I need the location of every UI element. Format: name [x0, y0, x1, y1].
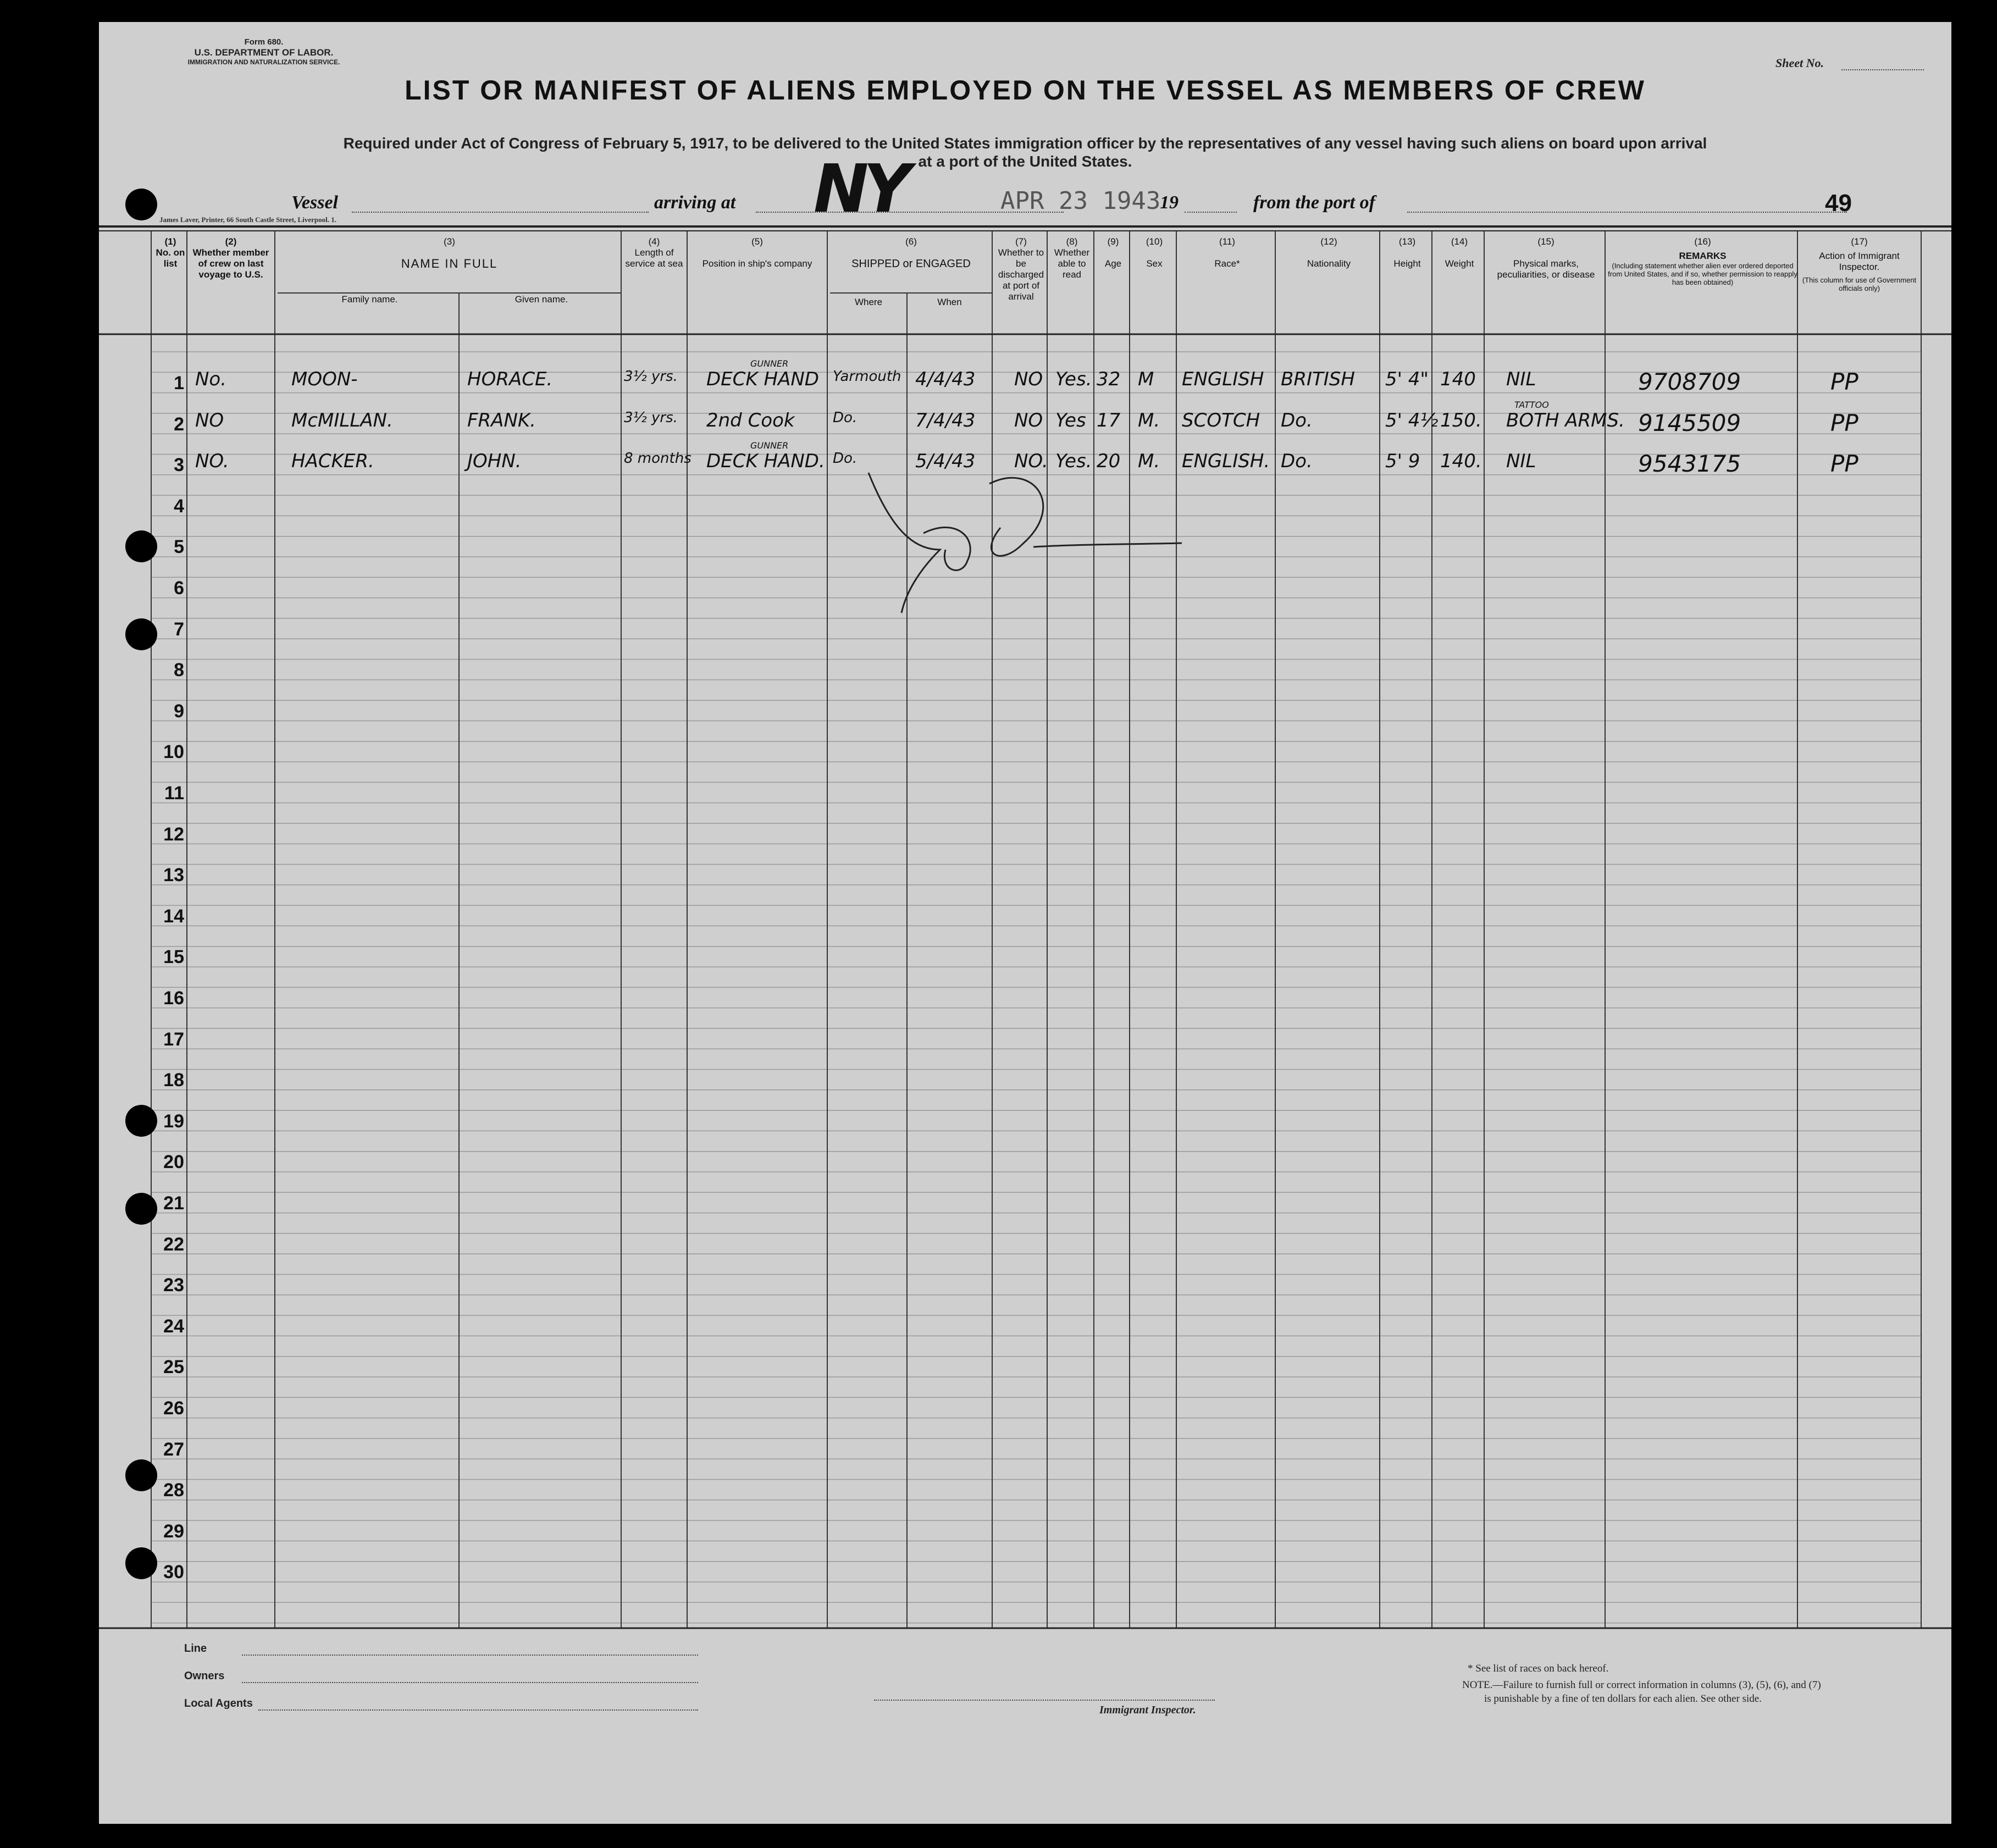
act-requirement-line2: at a port of the United States. — [918, 153, 1132, 170]
physical-marks-cell: NIL — [1506, 450, 1536, 473]
family-name-cell: McMILLAN. — [291, 409, 393, 431]
row-number: 14 — [163, 905, 184, 927]
where-header: Where — [854, 297, 883, 307]
physical-marks-cell: NIL — [1506, 368, 1536, 390]
row-number: 3 — [174, 455, 184, 476]
shipped-when-cell: 5/4/43 — [915, 450, 976, 473]
page-title: LIST OR MANIFEST OF ALIENS EMPLOYED ON THE VESSEL AS MEMBERS OF CREW — [405, 75, 1646, 106]
row-number: 7 — [174, 618, 184, 640]
height-cell: 5' 4½ — [1385, 409, 1439, 431]
physical-marks-cell: BOTH ARMS. — [1506, 409, 1625, 431]
col5-header: (5) Position in ship's company — [702, 236, 812, 269]
owners-label: Owners — [184, 1670, 225, 1682]
row-number: 11 — [164, 783, 184, 804]
shipped-where-cell: Yarmouth — [833, 368, 901, 385]
given-name-header: Given name. — [515, 294, 568, 305]
col11-header: (11) Race* — [1214, 236, 1240, 269]
race-cell: ENGLISH — [1182, 368, 1264, 390]
col12-header: (12) Nationality — [1307, 236, 1351, 269]
manifest-sheet — [99, 22, 1951, 1824]
service-length-cell: 3½ yrs. — [624, 368, 678, 385]
age-cell: 32 — [1097, 368, 1121, 390]
service-length-cell: 8 months — [624, 450, 692, 467]
service-length-cell: 3½ yrs. — [624, 409, 678, 426]
remarks-cell: 9145509 — [1638, 409, 1741, 436]
col15-header: (15) Physical marks, peculiarities, or disease — [1497, 236, 1595, 280]
act-requirement-line1: Required under Act of Congress of February 5, 1917, to be delivered to the United States immigration officer by the representatives of any vessel having such aliens on board upon arrival — [343, 135, 1707, 152]
year-label: 19 — [1160, 192, 1179, 213]
row-number: 20 — [163, 1152, 184, 1173]
discharged-cell: NO — [1014, 368, 1043, 390]
vessel-label: Vessel — [291, 192, 338, 213]
service-name: IMMIGRATION AND NATURALIZATION SERVICE. — [187, 58, 340, 66]
remarks-cell: 9543175 — [1638, 450, 1741, 478]
nationality-cell: Do. — [1281, 450, 1313, 473]
able-to-read-cell: Yes. — [1055, 450, 1092, 473]
nationality-cell: Do. — [1281, 409, 1313, 431]
able-to-read-cell: Yes — [1055, 409, 1086, 431]
shipped-when-cell: 7/4/43 — [915, 409, 976, 431]
row-number: 5 — [174, 536, 184, 558]
position-note: GUNNER — [750, 440, 789, 451]
col13-header: (13) Height — [1393, 236, 1421, 269]
last-voyage-cell: NO — [195, 409, 224, 431]
line-label: Line — [184, 1642, 207, 1655]
shipped-where-cell: Do. — [833, 409, 858, 426]
position-cell: DECK HAND — [706, 368, 819, 390]
row-number: 1 — [174, 373, 184, 394]
row-number: 28 — [163, 1480, 184, 1501]
family-name-header: Family name. — [341, 294, 398, 305]
last-voyage-cell: No. — [195, 368, 227, 390]
races-note: * See list of races on back hereof. — [1468, 1663, 1609, 1674]
given-name-cell: HORACE. — [467, 368, 553, 390]
col3-header: (3) NAME IN FULL — [401, 236, 498, 270]
page-number: 49 — [1825, 190, 1852, 217]
family-name-cell: MOON- — [291, 368, 358, 390]
discharged-cell: NO — [1014, 409, 1043, 431]
height-cell: 5' 4" — [1385, 368, 1429, 390]
row-number: 21 — [163, 1193, 184, 1214]
row-number: 25 — [163, 1357, 184, 1378]
row-number: 23 — [163, 1275, 184, 1296]
sheet-label: Sheet No. — [1775, 56, 1824, 70]
family-name-cell: HACKER. — [291, 450, 374, 473]
col17-header: (17) Action of Immigrant Inspector. (This column for use of Government officials only) — [1802, 236, 1917, 292]
row-number: 22 — [163, 1233, 184, 1255]
weight-cell: 140 — [1440, 368, 1476, 390]
col1-header: (1) No. on list — [156, 236, 185, 269]
col10-header: (10) Sex — [1146, 236, 1163, 269]
row-number: 18 — [163, 1070, 184, 1091]
arriving-port-value: NY — [814, 151, 906, 228]
race-cell: SCOTCH — [1182, 409, 1260, 431]
row-number: 29 — [163, 1520, 184, 1542]
punch-hole — [125, 189, 157, 220]
punch-hole — [125, 1459, 157, 1491]
race-cell: ENGLISH. — [1182, 450, 1270, 473]
penalty-note-line2: is punishable by a fine of ten dollars for each alien. See other side. — [1484, 1693, 1762, 1705]
col9-header: (9) Age — [1104, 236, 1122, 269]
shipped-where-cell: Do. — [833, 450, 858, 467]
row-number: 16 — [163, 988, 184, 1009]
weight-cell: 140. — [1440, 450, 1482, 473]
row-number: 4 — [174, 495, 184, 517]
action-cell: PP — [1830, 450, 1858, 478]
weight-cell: 150. — [1440, 409, 1482, 431]
printer-imprint: James Laver, Printer, 66 South Castle Street, Liverpool. 1. — [159, 215, 336, 224]
col6-header: (6) SHIPPED or ENGAGED — [851, 236, 971, 270]
given-name-cell: FRANK. — [467, 409, 536, 431]
marks-note: TATTOO — [1514, 399, 1549, 410]
row-number: 2 — [174, 413, 184, 435]
punch-hole — [125, 1193, 157, 1225]
department-name: U.S. DEPARTMENT OF LABOR. — [194, 47, 334, 58]
action-cell: PP — [1830, 409, 1858, 436]
owners-field — [242, 1682, 698, 1683]
penalty-note-line1: NOTE.—Failure to furnish full or correct information in columns (3), (5), (6), and (7) — [1462, 1679, 1821, 1691]
row-number: 15 — [163, 947, 184, 968]
row-number: 8 — [174, 660, 184, 681]
local-agents-label: Local Agents — [184, 1697, 253, 1709]
sex-cell: M. — [1138, 450, 1160, 473]
row-number: 17 — [163, 1028, 184, 1050]
row-number: 13 — [163, 865, 184, 886]
shipped-when-cell: 4/4/43 — [915, 368, 976, 390]
discharged-cell: NO. — [1014, 450, 1048, 473]
date-stamp: APR 23 1943 — [1000, 187, 1161, 215]
nationality-cell: BRITISH — [1281, 368, 1355, 390]
row-number: 9 — [174, 700, 184, 722]
col7-header: (7) Whether to be discharged at port of arrival — [998, 236, 1044, 302]
row-number: 6 — [174, 578, 184, 599]
action-cell: PP — [1830, 368, 1858, 395]
age-cell: 17 — [1097, 409, 1121, 431]
col16-header: (16) REMARKS (Including statement whether alien ever ordered deported from United States, and if so, whether permission to reapply has been obtained) — [1608, 236, 1797, 286]
punch-hole — [125, 530, 157, 562]
row-number: 12 — [163, 823, 184, 845]
local-agents-field — [258, 1709, 698, 1711]
row-number: 26 — [163, 1398, 184, 1419]
row-number: 10 — [163, 742, 184, 763]
col14-header: (14) Weight — [1445, 236, 1474, 269]
col2-header: (2) Whether member of crew on last voyage to U.S. — [192, 236, 269, 280]
inspector-signature-line — [874, 1700, 1215, 1701]
position-note: GUNNER — [750, 358, 789, 369]
sex-cell: M — [1138, 368, 1154, 390]
row-number: 27 — [163, 1438, 184, 1460]
col8-header: (8) Whether able to read — [1054, 236, 1090, 280]
position-cell: 2nd Cook — [706, 409, 795, 431]
punch-hole — [125, 1105, 157, 1137]
col4-header: (4) Length of service at sea — [625, 236, 683, 269]
able-to-read-cell: Yes. — [1055, 368, 1092, 390]
arriving-label: arriving at — [654, 192, 736, 213]
position-cell: DECK HAND. — [706, 450, 825, 473]
age-cell: 20 — [1097, 450, 1121, 473]
given-name-cell: JOHN. — [467, 450, 522, 473]
punch-hole — [125, 618, 157, 650]
row-number: 24 — [163, 1315, 184, 1337]
height-cell: 5' 9 — [1385, 450, 1420, 473]
remarks-cell: 9708709 — [1638, 368, 1741, 395]
form-number: Form 680. — [244, 37, 284, 47]
when-header: When — [937, 297, 962, 307]
line-field — [242, 1655, 698, 1656]
last-voyage-cell: NO. — [195, 450, 229, 473]
immigrant-inspector-label: Immigrant Inspector. — [1099, 1704, 1196, 1716]
row-number: 30 — [163, 1562, 184, 1583]
row-number: 19 — [163, 1110, 184, 1132]
sex-cell: M. — [1138, 409, 1160, 431]
from-port-label: from the port of — [1253, 192, 1375, 213]
punch-hole — [125, 1547, 157, 1579]
